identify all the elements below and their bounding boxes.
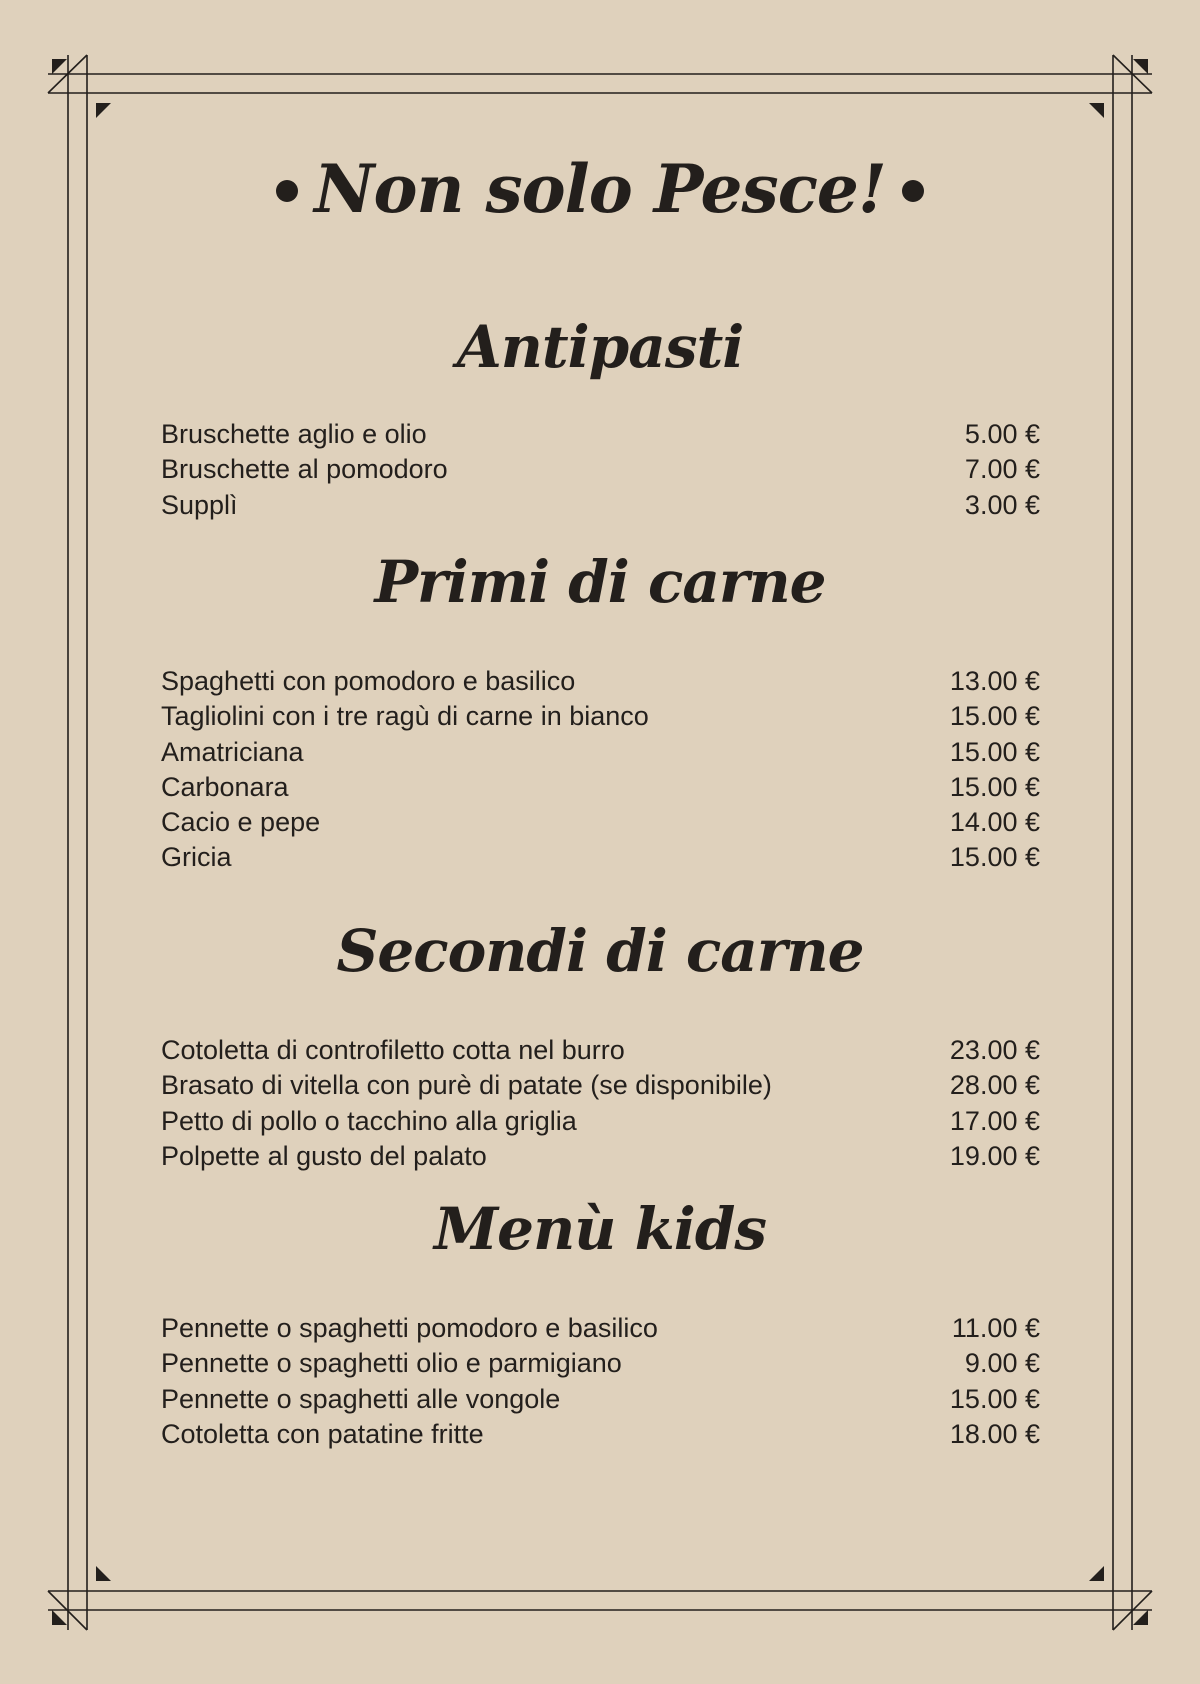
menu-item [161, 488, 1040, 523]
item-price: 15.00 € [949, 1383, 1040, 1414]
menu-item [161, 1311, 1040, 1346]
section-heading-primi: Primi di carne [374, 548, 826, 616]
menu-item [161, 699, 1040, 734]
section-heading-antipasti: Antipasti [456, 313, 744, 381]
menu-item [161, 735, 1040, 770]
section-heading-kids: Menù kids [433, 1195, 767, 1263]
item-name: Cotoletta di controfiletto cotta nel burro [161, 1035, 625, 1065]
item-price: 15.00 € [949, 736, 1040, 767]
item-name: Bruschette aglio e olio [161, 419, 427, 449]
menu-item [161, 417, 1040, 452]
item-price: 15.00 € [949, 771, 1040, 802]
item-name: Tagliolini con i tre ragù di carne in bianco [161, 701, 649, 732]
menu-item [161, 1068, 1040, 1103]
item-name: Cacio e pepe [161, 807, 321, 838]
corner-ornament-icon [1089, 103, 1104, 118]
corner-ornament-icon [52, 59, 67, 74]
item-price: 5.00 € [964, 419, 1040, 449]
corner-ornament-icon [96, 103, 111, 118]
item-name: Amatriciana [161, 736, 304, 767]
section-items-secondi [161, 1033, 1040, 1174]
item-price: 17.00 € [949, 1105, 1040, 1136]
item-name: Carbonara [161, 771, 289, 802]
menu-item [161, 1417, 1040, 1452]
item-name: Pennette o spaghetti alle vongole [161, 1383, 561, 1414]
item-price: 23.00 € [949, 1035, 1040, 1065]
item-price: 15.00 € [949, 701, 1040, 732]
item-name: Polpette al gusto del palato [161, 1140, 487, 1171]
item-name: Petto di pollo o tacchino alla griglia [161, 1105, 577, 1136]
menu-item [161, 452, 1040, 487]
item-name: Pennette o spaghetti pomodoro e basilico [161, 1313, 658, 1343]
menu-title-text: Non solo Pesce! [314, 150, 886, 228]
menu-item [161, 1139, 1040, 1174]
item-name: Supplì [161, 489, 238, 520]
menu-item [161, 1346, 1040, 1381]
item-price: 18.00 € [949, 1418, 1040, 1449]
section-items-antipasti [161, 417, 1040, 523]
item-name: Gricia [161, 842, 232, 873]
item-name: Bruschette al pomodoro [161, 454, 448, 485]
item-price: 13.00 € [949, 666, 1040, 696]
corner-ornament-icon [52, 1610, 67, 1625]
section-heading-secondi: Secondi di carne [336, 917, 864, 985]
section-items-primi [161, 664, 1040, 876]
section-items-kids [161, 1311, 1040, 1452]
item-price: 3.00 € [964, 489, 1040, 520]
item-name: Spaghetti con pomodoro e basilico [161, 666, 576, 696]
menu-title [0, 150, 1200, 228]
item-price: 9.00 € [964, 1348, 1040, 1379]
menu-item [161, 664, 1040, 699]
item-price: 19.00 € [949, 1140, 1040, 1171]
menu-item [161, 805, 1040, 840]
item-price: 11.00 € [951, 1313, 1040, 1343]
corner-ornament-icon [1133, 1610, 1148, 1625]
corner-ornament-icon [1089, 1566, 1104, 1581]
menu-item [161, 840, 1040, 875]
corner-ornament-icon [1133, 59, 1148, 74]
bullet-icon [276, 180, 298, 202]
item-name: Cotoletta con patatine fritte [161, 1418, 484, 1449]
item-price: 28.00 € [949, 1070, 1040, 1101]
item-name: Brasato di vitella con purè di patate (se disponibile) [161, 1070, 772, 1101]
bullet-icon [902, 180, 924, 202]
menu-item [161, 770, 1040, 805]
item-price: 7.00 € [964, 454, 1040, 485]
item-name: Pennette o spaghetti olio e parmigiano [161, 1348, 622, 1379]
item-price: 15.00 € [949, 842, 1040, 873]
menu-item [161, 1104, 1040, 1139]
menu-item [161, 1382, 1040, 1417]
item-price: 14.00 € [949, 807, 1040, 838]
menu-item [161, 1033, 1040, 1068]
corner-ornament-icon [96, 1566, 111, 1581]
